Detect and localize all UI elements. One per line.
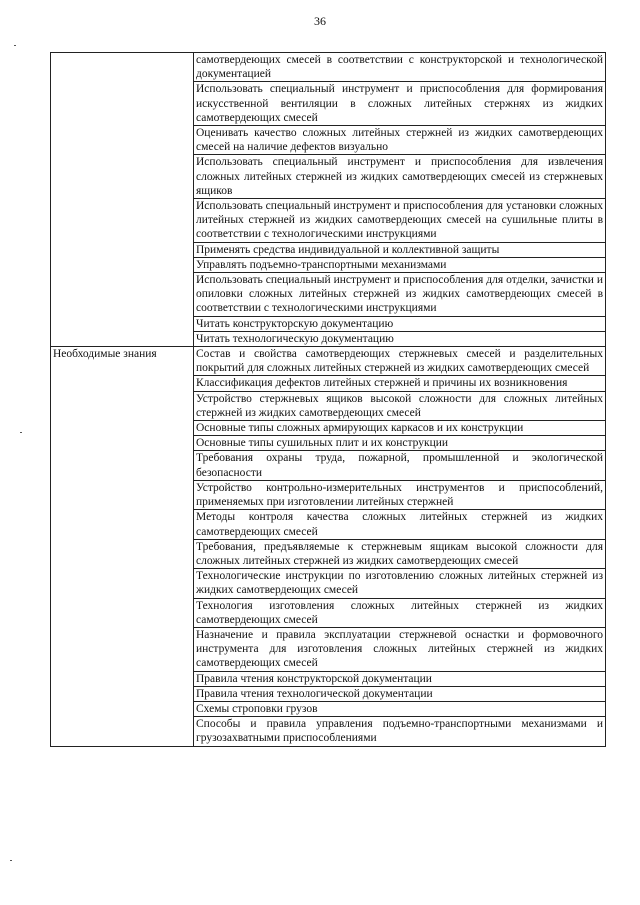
table-cell: Устройство контрольно-измерительных инструментов и приспособлений, применяемых при изготовлении литейных стержней: [194, 480, 606, 509]
table-cell: Требования охраны труда, пожарной, промышленной и экологической безопасности: [194, 451, 606, 480]
section-label: [51, 53, 194, 347]
table-cell: Правила чтения технологической документации: [194, 686, 606, 701]
competency-table: [50, 52, 606, 747]
table-cell: Способы и правила управления подъемно-транспортными механизмами и грузозахватными приспособлениями: [194, 717, 606, 746]
table-cell: Требования, предъявляемые к стержневым ящикам высокой сложности для сложных литейных стержней из жидких самотвердеющих смесей: [194, 539, 606, 568]
table-cell: Состав и свойства самотвердеющих стержневых смесей и разделительных покрытий для сложных литейных стержней из жидких самотвердеющих смесей: [194, 347, 606, 376]
table-cell: Использовать специальный инструмент и приспособления для извлечения сложных литейных стержней из жидких самотвердеющих смесей из стержневых ящиков: [194, 155, 606, 199]
table-cell: Методы контроля качества сложных литейных стержней из жидких самотвердеющих смесей: [194, 510, 606, 539]
table-cell: Устройство стержневых ящиков высокой сложности для сложных литейных стержней из жидких самотвердеющих смесей: [194, 391, 606, 420]
table-cell: Управлять подъемно-транспортными механизмами: [194, 257, 606, 272]
table-cell: самотвердеющих смесей в соответствии с конструкторской и технологической документацией: [194, 53, 606, 82]
margin-mark: [14, 45, 16, 46]
table-row: [51, 347, 606, 376]
table-cell: Классификация дефектов литейных стержней и причины их возникновения: [194, 376, 606, 391]
table-body: [51, 53, 606, 747]
table-cell: Назначение и правила эксплуатации стержневой оснастки и формовочного инструмента для изготовления сложных литейных стержней из жидких самотвердеющих смесей: [194, 627, 606, 671]
table-row: [51, 53, 606, 82]
table-cell: Использовать специальный инструмент и приспособления для формирования искусственной вентиляции в сложных литейных стержнях из жидких самотвердеющих смесей: [194, 82, 606, 126]
table-cell: Технология изготовления сложных литейных стержней из жидких самотвердеющих смесей: [194, 598, 606, 627]
table-cell: Оценивать качество сложных литейных стержней из жидких самотвердеющих смесей на наличие дефектов визуально: [194, 126, 606, 155]
table-cell: Основные типы сложных армирующих каркасов и их конструкции: [194, 421, 606, 436]
page-number: 36: [314, 14, 326, 28]
margin-mark: [20, 432, 22, 433]
table-cell: Технологические инструкции по изготовлению сложных литейных стержней из жидких самотвердеющих смесей: [194, 569, 606, 598]
table-cell: Использовать специальный инструмент и приспособления для отделки, зачистки и опиловки сложных литейных стержней из жидких самотвердеющих смесей в соответствии с технологическими инструкциями: [194, 273, 606, 317]
table-cell: Читать технологическую документацию: [194, 331, 606, 346]
table-cell: Использовать специальный инструмент и приспособления для установки сложных литейных стержней из жидких самотвердеющих смесей на сушильные плиты в соответствии с технологическими инструкциями: [194, 199, 606, 243]
table-cell: Схемы строповки грузов: [194, 701, 606, 716]
section-label: Необходимые знания: [51, 347, 194, 746]
table-cell: Правила чтения конструкторской документации: [194, 671, 606, 686]
table-cell: Применять средства индивидуальной и коллективной защиты: [194, 242, 606, 257]
table-cell: Основные типы сушильных плит и их конструкции: [194, 436, 606, 451]
table-cell: Читать конструкторскую документацию: [194, 316, 606, 331]
margin-mark: [10, 860, 12, 861]
